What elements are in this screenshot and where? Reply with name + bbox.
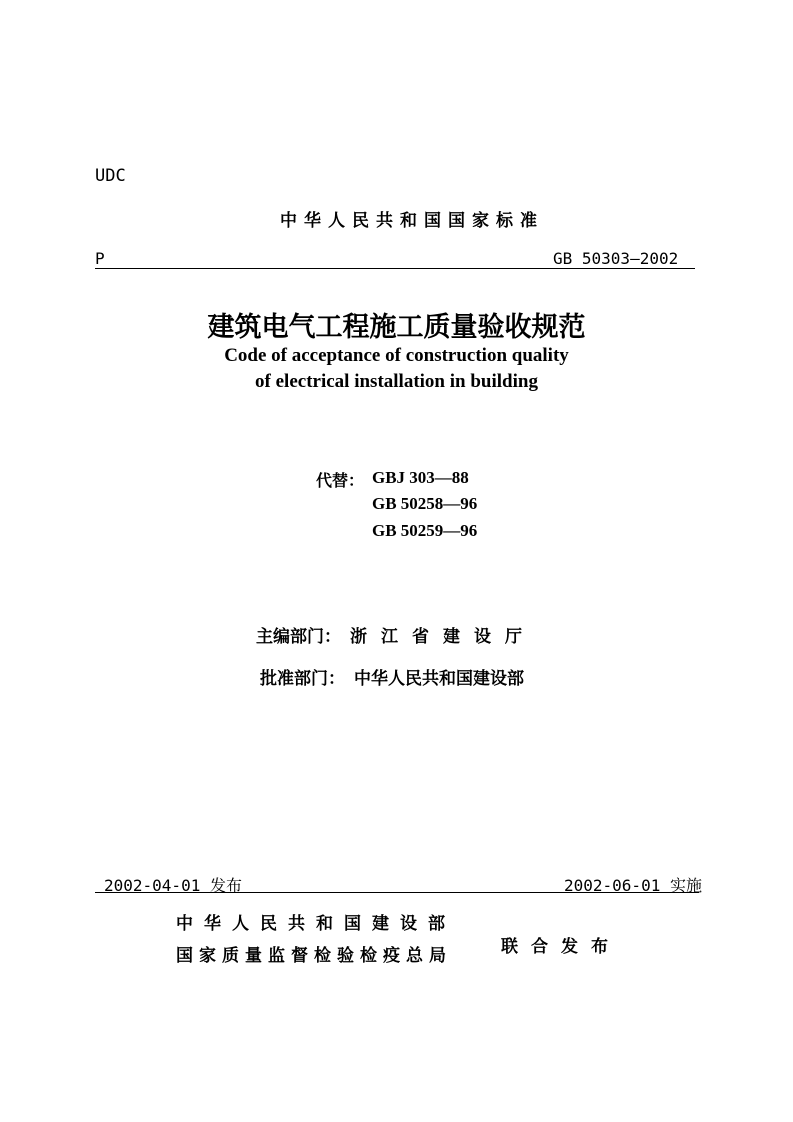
implementation-date: 2002-06-01 实施: [564, 876, 702, 895]
joint-issue-label: 联合发布: [501, 937, 621, 957]
standard-type: 中华人民共和国国家标准: [280, 211, 544, 231]
footer-divider: [95, 892, 699, 893]
issuer-line2: 国家质量监督检验检疫总局: [176, 946, 452, 966]
replaces-item: GB 50258—96: [372, 494, 478, 513]
replaces-label: 代替：: [316, 471, 365, 490]
title-english-line1: Code of acceptance of construction quality: [224, 345, 569, 366]
title-english-line2: of electrical installation in building: [255, 371, 538, 392]
editor-value: 浙江省建设厅: [350, 627, 536, 647]
issue-date: 2002-04-01 发布: [104, 876, 242, 895]
replaces-item: GB 50259—96: [372, 521, 478, 540]
udc-label: UDC: [95, 166, 126, 186]
title-chinese: 建筑电气工程施工质量验收规范: [207, 312, 586, 343]
issuer-line1: 中华人民共和国建设部: [176, 914, 456, 934]
replaces-item: GBJ 303—88: [372, 468, 469, 487]
approver-label: 批准部门：: [260, 669, 345, 689]
editor-label: 主编部门：: [256, 627, 341, 647]
category-label: P: [95, 249, 105, 268]
header-divider: [95, 268, 695, 269]
standard-number: GB 50303—2002: [553, 249, 679, 268]
approver-value: 中华人民共和国建设部: [354, 669, 524, 689]
